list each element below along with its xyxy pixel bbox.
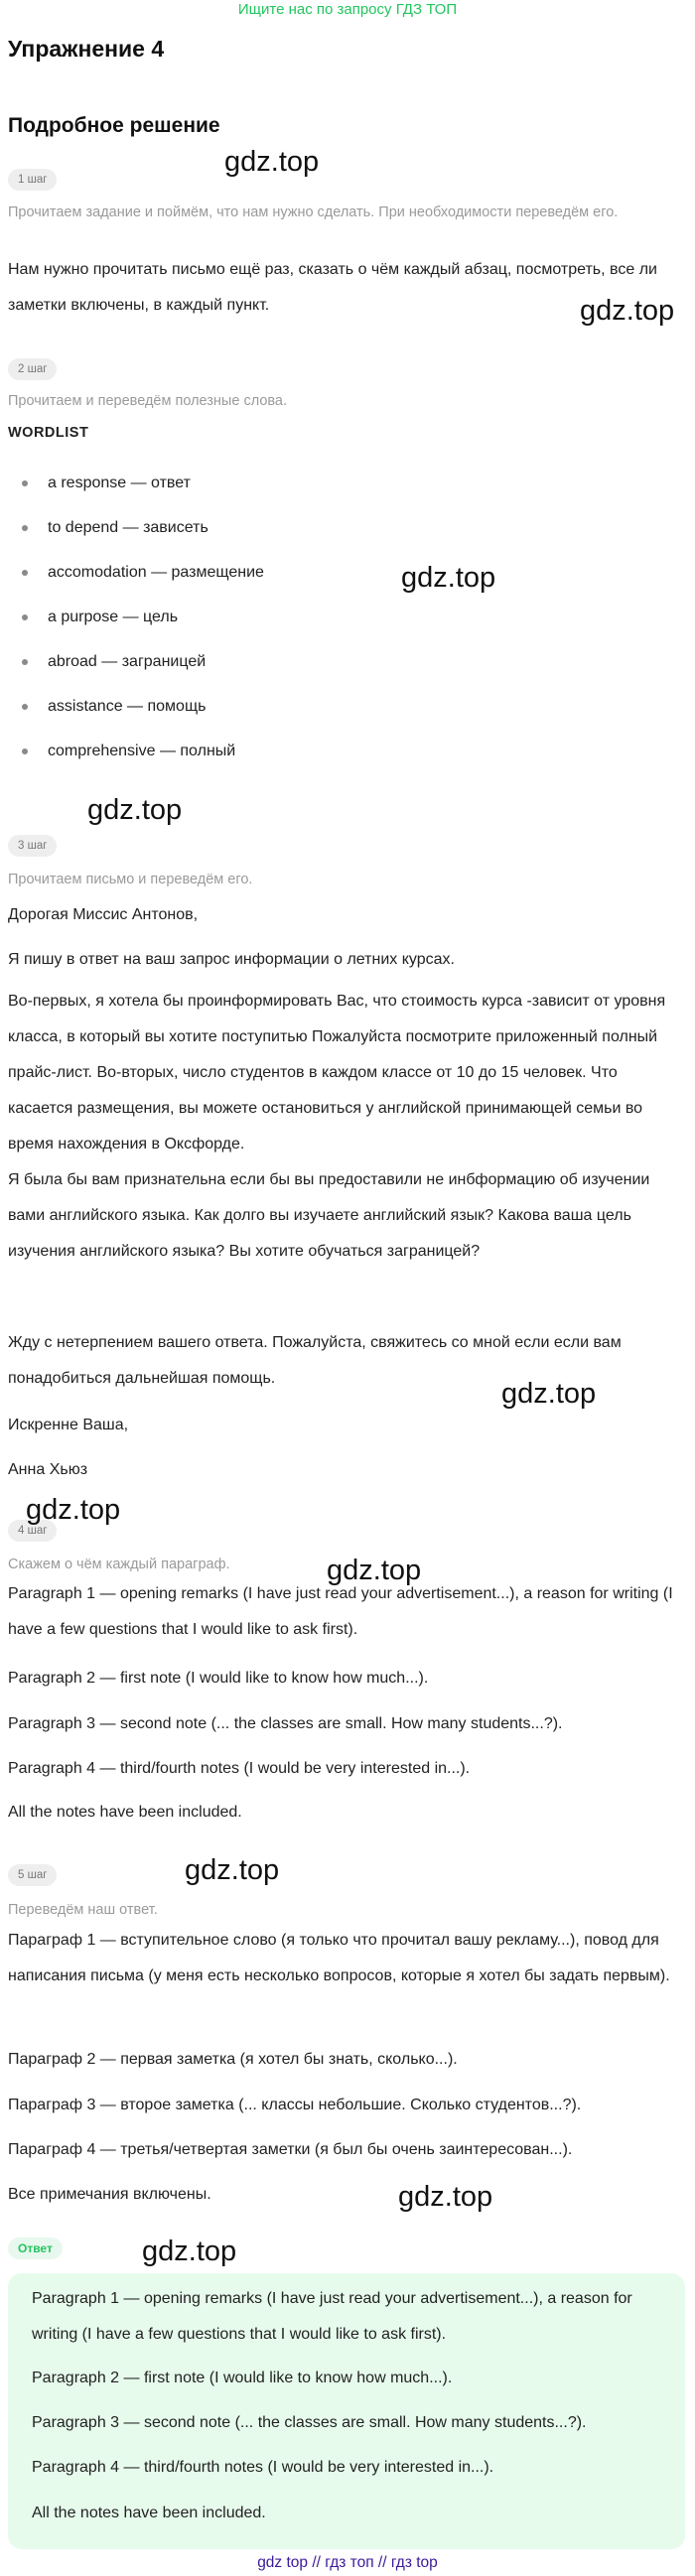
list-item: accomodation — размещение [22, 562, 618, 607]
paragraph-translation: Параграф 4 — третья/четвертая заметки (я был бы очень заинтересован...). [8, 2141, 573, 2158]
answer-paragraph: All the notes have been included. [32, 2505, 266, 2521]
watermark: gdz.top [26, 1494, 121, 1526]
paragraph-translation: Все примечания включены. [8, 2186, 211, 2203]
step-2-badge: 2 шаг [8, 358, 57, 380]
page-title: Упражнение 4 [8, 36, 165, 62]
step-5-hint: Переведём наш ответ. [8, 1902, 158, 1918]
list-item: assistance — помощь [22, 696, 618, 741]
list-item: comprehensive — полный [22, 741, 618, 785]
answer-paragraph: Paragraph 4 — third/fourth notes (I would be very interested in...). [32, 2459, 494, 2476]
answer-paragraph: Paragraph 1 — opening remarks (I have just read your advertisement...), a reason for writing (I have a few questions that I would like to ask first). [32, 2290, 632, 2343]
step-3-badge: 3 шаг [8, 835, 57, 857]
list-item: to depend — зависеть [22, 517, 618, 562]
letter-closing: Искренне Ваша, [8, 1417, 129, 1433]
watermark: gdz.top [501, 1378, 597, 1410]
list-item: abroad — заграницей [22, 651, 618, 696]
step-4-hint: Скажем о чём каждый параграф. [8, 1557, 230, 1572]
letter-paragraph: Во-первых, я хотела бы проинформировать Вас, что стоимость курса -зависит от уровня класса, в который вы хотите поступитью Пожалуйста посмотрите приложенный полный прайс-лист. Во-вторых, число студентов в каждом классе от 10 до 15 человек. Что касается размещения, вы можете остановиться у английской принимающей семьи во время нахождения в Оксфорде. [8, 993, 666, 1152]
paragraph-summary: Paragraph 2 — first note (I would like to know how much...). [8, 1670, 429, 1687]
watermark: gdz.top [87, 794, 183, 826]
step-1-text: Нам нужно прочитать письмо ещё раз, сказать о чём каждый абзац, посмотреть, все ли заметки включены, в каждый пункт. [8, 261, 657, 314]
watermark: gdz.top [398, 2181, 493, 2213]
step-2-hint: Прочитаем и переведём полезные слова. [8, 393, 288, 409]
watermark: gdz.top [401, 562, 496, 594]
step-3-hint: Прочитаем письмо и переведём его. [8, 872, 253, 887]
wordlist [22, 473, 618, 785]
step-4-badge: 4 шаг [8, 1520, 57, 1542]
watermark: gdz.top [580, 295, 675, 327]
letter-paragraph: Я была бы вам признательна если бы вы предоставили не инбформацию об изучении вами английского языка. Как долго вы изучаете английский язык? Какова ваша цель изучения английского языка? Вы хотите обучаться заграницей? [8, 1171, 650, 1260]
watermark: gdz.top [142, 2236, 237, 2267]
paragraph-translation: Параграф 3 — второе заметка (... классы небольшие. Сколько студентов...?). [8, 2097, 582, 2113]
list-item: a purpose — цель [22, 607, 618, 651]
letter-greeting: Дорогая Миссис Антонов, [8, 906, 199, 923]
paragraph-summary: Paragraph 3 — second note (... the classes are small. How many students...?). [8, 1715, 563, 1732]
answer-paragraph: Paragraph 3 — second note (... the classes are small. How many students...?). [32, 2414, 587, 2431]
watermark: gdz.top [224, 146, 320, 178]
step-1-hint: Прочитаем задание и поймём, что нам нужно сделать. При необходимости переведём его. [8, 204, 619, 220]
step-5-badge: 5 шаг [8, 1864, 57, 1886]
letter-paragraph: Я пишу в ответ на ваш запрос информации о летних курсах. [8, 951, 455, 968]
answer-badge: Ответ [8, 2237, 63, 2259]
paragraph-summary: Paragraph 1 — opening remarks (I have just read your advertisement...), a reason for writing (I have a few questions that I would like to ask first). [8, 1585, 673, 1638]
letter-paragraph: Жду с нетерпением вашего ответа. Пожалуйста, свяжитесь со мной если если вам понадобиться дальнейшая помощь. [8, 1334, 622, 1387]
paragraph-translation: Параграф 2 — первая заметка (я хотел бы знать, сколько...). [8, 2051, 458, 2068]
step-1-badge: 1 шаг [8, 169, 57, 191]
watermark: gdz.top [185, 1854, 280, 1886]
answer-paragraph: Paragraph 2 — first note (I would like to know how much...). [32, 2370, 453, 2386]
paragraph-translation: Параграф 1 — вступительное слово (я только что прочитал вашу рекламу...), повод для написания письма (у меня есть несколько вопросов, которые я хотел бы задать первым). [8, 1932, 670, 1984]
solution-heading: Подробное решение [8, 114, 220, 137]
watermark: gdz.top [327, 1555, 422, 1586]
wordlist-title: WORDLIST [8, 425, 89, 441]
list-item: a response — ответ [22, 473, 618, 517]
footer-links[interactable]: gdz top // гдз топ // гдз top [257, 2554, 438, 2571]
search-banner[interactable]: Ищите нас по запросу ГДЗ ТОП [237, 1, 458, 18]
answer-box [8, 2273, 685, 2549]
paragraph-summary: Paragraph 4 — third/fourth notes (I would be very interested in...). [8, 1760, 471, 1777]
letter-signature: Анна Хьюз [8, 1461, 88, 1478]
paragraph-summary: All the notes have been included. [8, 1804, 242, 1821]
